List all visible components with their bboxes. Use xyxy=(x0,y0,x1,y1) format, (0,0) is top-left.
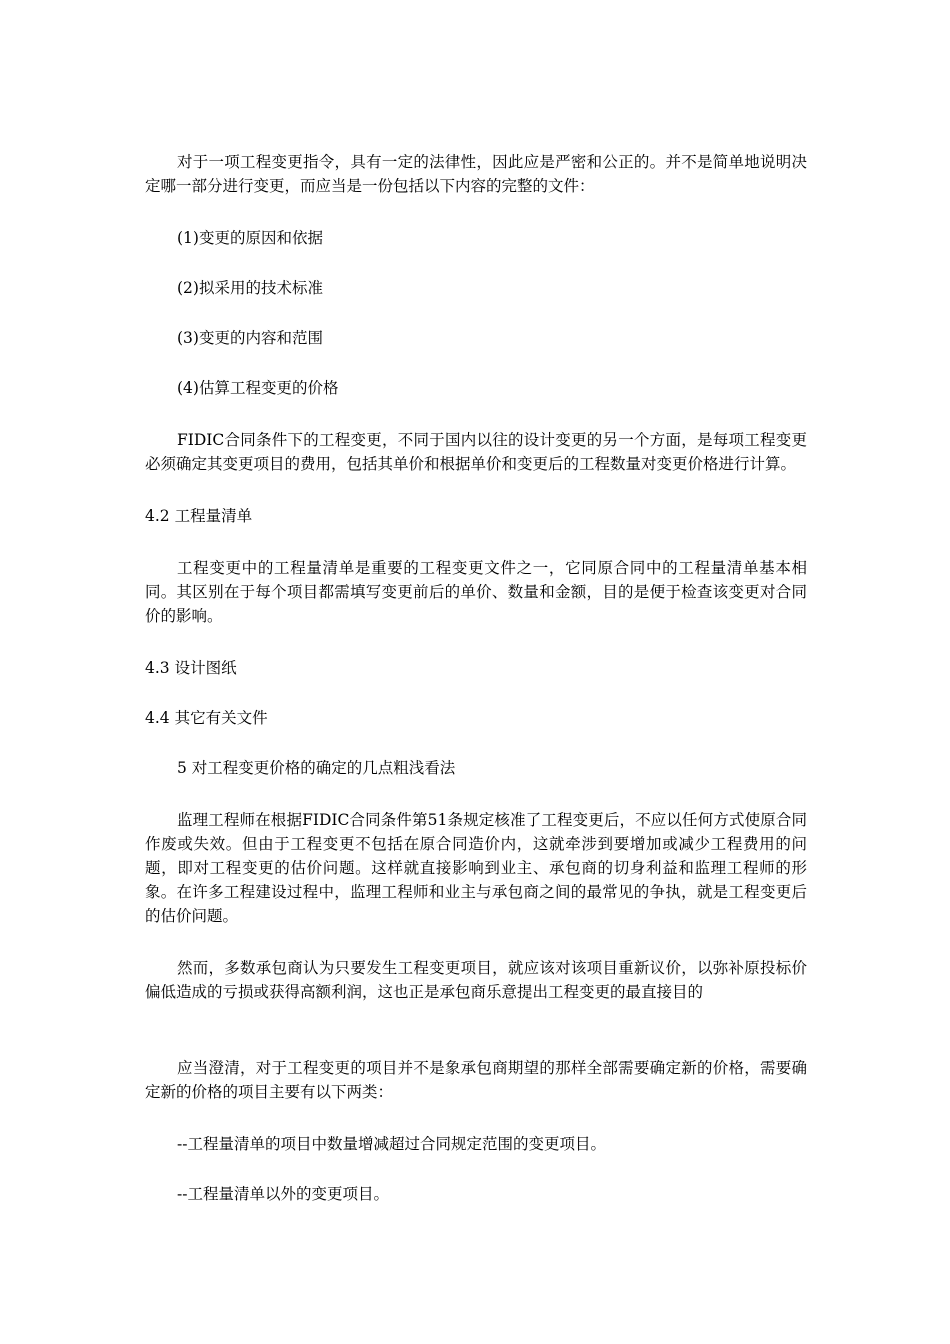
list-item-change-reason: (1)变更的原因和依据 xyxy=(177,229,323,247)
list-item-extra-items: --工程量清单以外的变更项目。 xyxy=(177,1185,389,1203)
paragraph-fidic-change-cost: FIDIC合同条件下的工程变更，不同于国内以往的设计变更的另一个方面，是每项工程变更必须确定其变更项目的费用，包括其单价和根据单价和变更后的工程数量对变更价格进行计算。 xyxy=(145,431,807,473)
paragraph-change-order-intro: 对于一项工程变更指令，具有一定的法律性，因此应是严密和公正的。并不是简单地说明决定哪一部分进行变更，而应当是一份包括以下内容的完整的文件： xyxy=(145,153,807,195)
section-heading-5: 5 对工程变更价格的确定的几点粗浅看法 xyxy=(177,759,456,777)
list-item-quantity-change: --工程量清单的项目中数量增减超过合同规定范围的变更项目。 xyxy=(177,1135,606,1153)
list-item-price-estimate: (4)估算工程变更的价格 xyxy=(177,379,339,397)
paragraph-engineer-approval: 监理工程师在根据FIDIC合同条件第51条规定核准了工程变更后，不应以任何方式使原合同作废或失效。但由于工程变更不包括在原合同造价内，这就牵涉到要增加或减少工程费用的问题，即对工程变更的估价问题。这样就直接影响到业主、承包商的切身利益和监理工程师的形象。在许多工程建设过程中，监理工程师和业主与承包商之间的最常见的争执，就是工程变更后的估价问题。 xyxy=(145,811,807,925)
section-heading-4-2: 4.2 工程量清单 xyxy=(145,507,253,525)
paragraph-bill-of-quantities: 工程变更中的工程量清单是重要的工程变更文件之一，它同原合同中的工程量清单基本相同。其区别在于每个项目都需填写变更前后的单价、数量和金额，目的是便于检查该变更对合同价的影响。 xyxy=(145,559,807,625)
section-heading-4-3: 4.3 设计图纸 xyxy=(145,659,237,677)
section-heading-4-4: 4.4 其它有关文件 xyxy=(145,709,268,727)
paragraph-clarification: 应当澄清，对于工程变更的项目并不是象承包商期望的那样全部需要确定新的价格，需要确定新的价格的项目主要有以下两类： xyxy=(145,1059,807,1101)
list-item-technical-standard: (2)拟采用的技术标准 xyxy=(177,279,323,297)
document-body xyxy=(145,150,807,1206)
paragraph-contractor-view: 然而，多数承包商认为只要发生工程变更项目，就应该对该项目重新议价，以弥补原投标价偏低造成的亏损或获得高额利润，这也正是承包商乐意提出工程变更的最直接目的 xyxy=(145,959,807,1001)
list-item-change-scope: (3)变更的内容和范围 xyxy=(177,329,323,347)
